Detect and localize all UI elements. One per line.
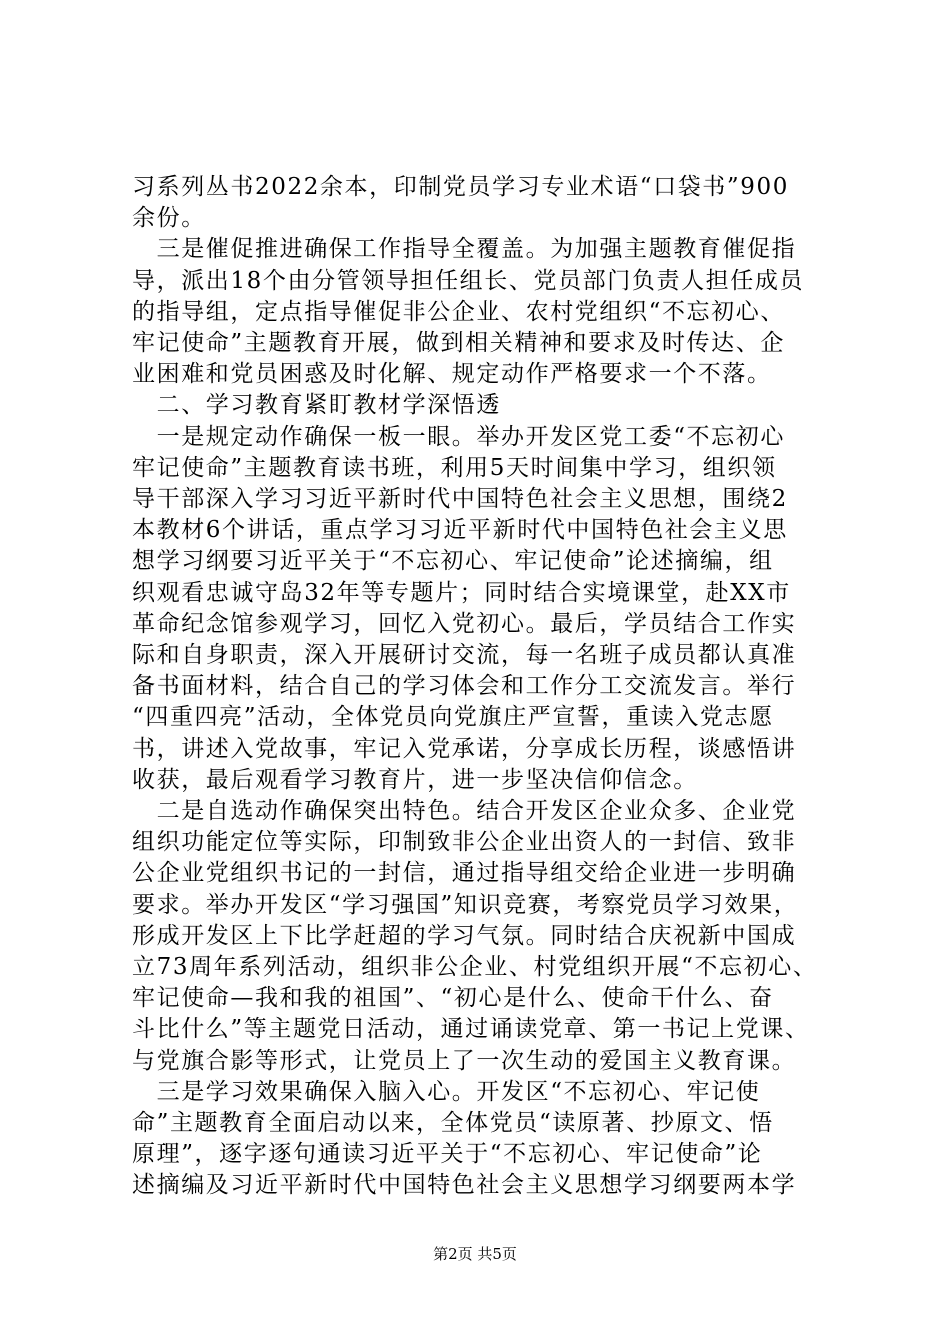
text-line: 牢记使命”主题教育读书班，利用5天时间集中学习，组织领 bbox=[132, 454, 777, 481]
text-line: 与党旗合影等形式，让党员上了一次生动的爱国主义教育课。 bbox=[132, 1047, 797, 1074]
text-line: 一是规定动作确保一板一眼。举办开发区党工委“不忘初心 bbox=[132, 423, 785, 450]
text-line: 书，讲述入党故事，牢记入党承诺，分享成长历程，谈感悟讲 bbox=[132, 735, 797, 762]
text-line: 公企业党组织书记的一封信，通过指导组交给企业进一步明确 bbox=[132, 860, 797, 887]
text-line: 牢记使命—我和我的祖国”、“初心是什么、使命干什么、奋 bbox=[132, 985, 774, 1012]
text-line: 述摘编及习近平新时代中国特色社会主义思想学习纲要两本学 bbox=[132, 1172, 797, 1199]
text-line: 备书面材料，结合自己的学习体会和工作分工交流发言。举行 bbox=[132, 673, 797, 700]
text-line: 余份。 bbox=[132, 205, 206, 232]
text-line: “四重四亮”活动，全体党员向党旗庄严宣誓，重读入党志愿 bbox=[132, 704, 774, 731]
text-line: 际和自身职责，深入开展研讨交流，每一名班子成员都认真准 bbox=[132, 642, 797, 668]
text-line: 导干部深入学习习近平新时代中国特色社会主义思想，围绕2 bbox=[132, 486, 788, 512]
text-line: 斗比什么”等主题党日活动，通过诵读党章、第一书记上党课、 bbox=[132, 1016, 810, 1043]
text-line: 命”主题教育全面启动以来，全体党员“读原著、抄原文、悟 bbox=[132, 1110, 774, 1136]
text-line: 原理”，逐字逐句通读习近平关于“不忘初心、牢记使命”论 bbox=[132, 1141, 763, 1168]
page-footer: 第2页 共5页 bbox=[433, 1245, 517, 1263]
text-line: 二、学习教育紧盯教材学深悟透 bbox=[132, 392, 501, 419]
text-line: 要求。举办开发区“学习强国”知识竞赛，考察党员学习效果， bbox=[132, 891, 799, 918]
text-line: 想学习纲要习近平关于“不忘初心、牢记使命”论述摘编，组 bbox=[132, 548, 774, 575]
text-line: 形成开发区上下比学赶超的学习气氛。同时结合庆祝新中国成 bbox=[132, 922, 797, 949]
text-line: 导，派出18个由分管领导担任组长、党员部门负责人担任成员 bbox=[132, 267, 805, 294]
text-line: 本教材6个讲话，重点学习习近平新时代中国特色社会主义思 bbox=[132, 517, 788, 544]
text-line: 织观看忠诚守岛32年等专题片；同时结合实境课堂，赴XX市 bbox=[132, 579, 791, 606]
text-line: 三是学习效果确保入脑入心。开发区“不忘初心、牢记使 bbox=[132, 1078, 761, 1105]
text-line: 二是自选动作确保突出特色。结合开发区企业众多、企业党 bbox=[132, 798, 797, 824]
text-line: 业困难和党员困惑及时化解、规定动作严格要求一个不落。 bbox=[132, 361, 772, 388]
text-line: 组织功能定位等实际，印制致非公企业出资人的一封信、致非 bbox=[132, 829, 797, 856]
text-line: 习系列丛书2022余本，印制党员学习专业术语“口袋书”900 bbox=[132, 174, 789, 200]
text-line: 革命纪念馆参观学习，回忆入党初心。最后，学员结合工作实 bbox=[132, 610, 797, 637]
text-line: 的指导组，定点指导催促非公企业、农村党组织“不忘初心、 bbox=[132, 298, 785, 325]
text-line: 牢记使命”主题教育开展，做到相关精神和要求及时传达、企 bbox=[132, 330, 785, 356]
text-line: 收获，最后观看学习教育片，进一步坚决信仰信念。 bbox=[132, 766, 698, 793]
text-line: 三是催促推进确保工作指导全覆盖。为加强主题教育催促指 bbox=[132, 236, 797, 263]
text-line: 立73周年系列活动，组织非公企业、村党组织开展“不忘初心、 bbox=[132, 954, 818, 980]
